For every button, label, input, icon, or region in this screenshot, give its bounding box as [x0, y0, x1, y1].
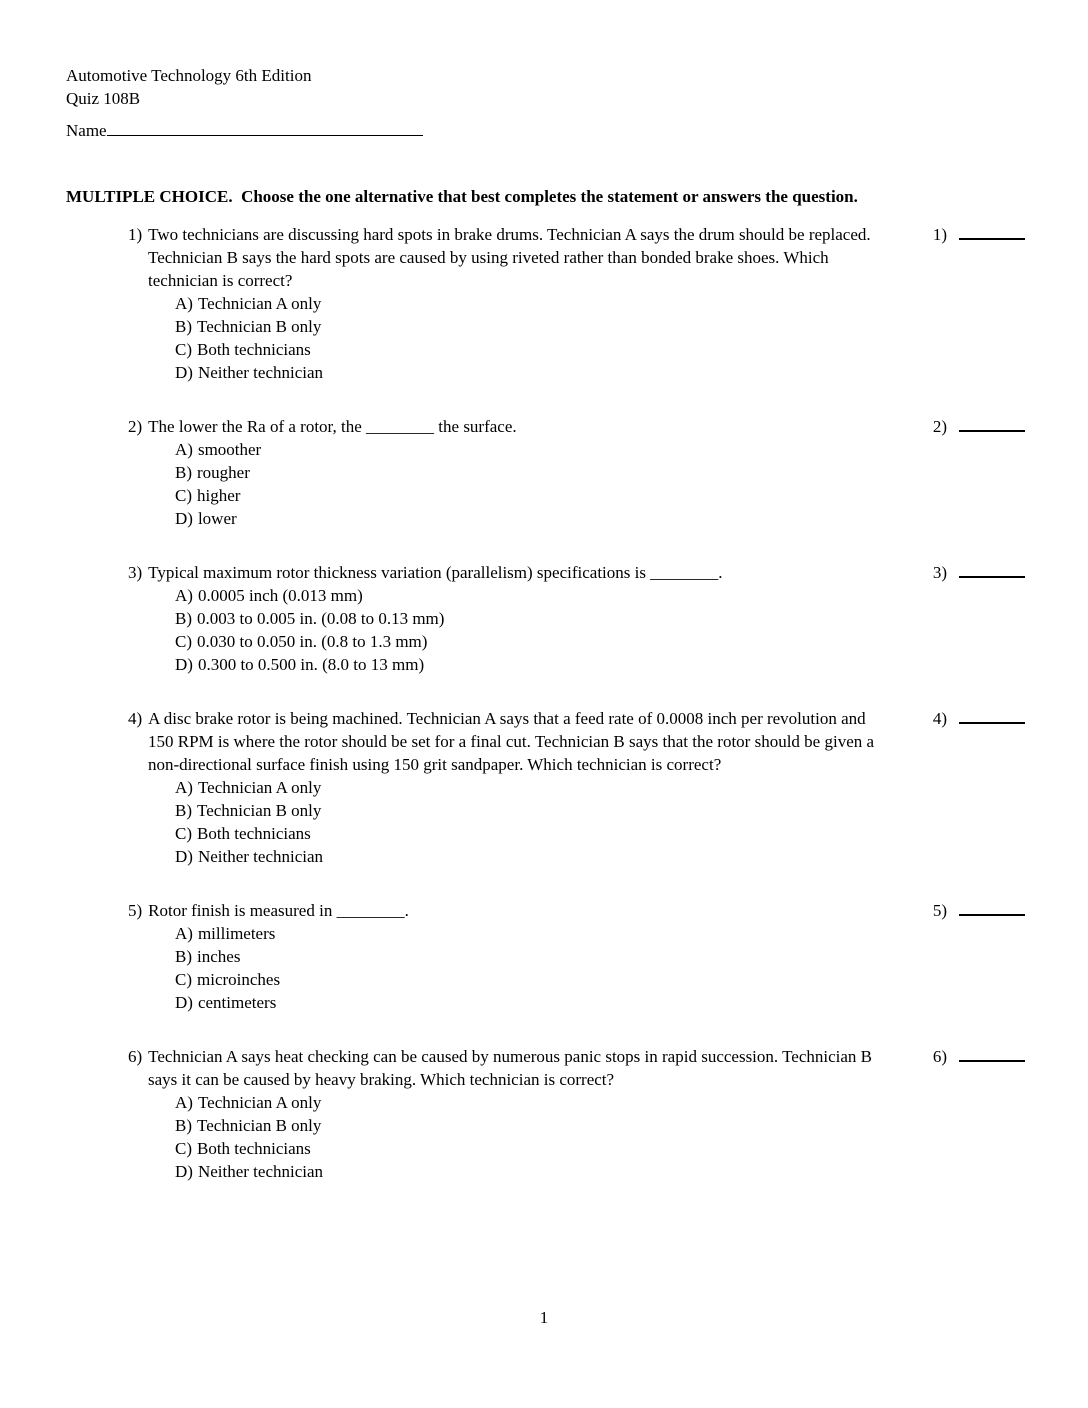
question-block — [128, 707, 1025, 868]
answer-slot — [933, 223, 1025, 246]
option-text: 0.300 to 0.500 in. (8.0 to 13 mm) — [197, 655, 425, 674]
option-text: microinches — [197, 970, 281, 989]
option-line — [175, 653, 883, 676]
option-line — [175, 361, 883, 384]
question-number: 3) — [128, 563, 143, 582]
option-text: Both technicians — [197, 340, 311, 359]
question-text: Technician A says heat checking can be caused by numerous panic stops in rapid succession. Technician B says it can be caused by heavy braking. Which technician is correct? — [148, 1047, 873, 1089]
option-line — [175, 922, 883, 945]
option-label: A) — [175, 778, 193, 797]
option-label: D) — [175, 847, 193, 866]
option-label: C) — [175, 486, 192, 505]
question-text: Two technicians are discussing hard spots in brake drums. Technician A says the drum should be replaced. Technician B says the hard spots are caused by using riveted rather than bonded brake shoes. Which technician is correct? — [148, 225, 871, 290]
question-text: A disc brake rotor is being machined. Technician A says that a feed rate of 0.0008 inch per revolution and 150 RPM is where the rotor should be set for a final cut. Technician B says that the rotor should be given a non-directional surface finish using 150 grit sandpaper. Which technician is correct? — [148, 709, 875, 774]
option-line — [175, 461, 883, 484]
option-text: Technician B only — [197, 1116, 322, 1135]
option-line — [175, 438, 883, 461]
option-text: Both technicians — [197, 824, 311, 843]
option-label: B) — [175, 317, 192, 336]
option-label: B) — [175, 1116, 192, 1135]
answer-slot — [933, 899, 1025, 922]
answer-number: 4) — [932, 709, 947, 728]
option-label: A) — [175, 1093, 193, 1112]
question-body — [128, 1045, 883, 1183]
name-label: Name — [66, 121, 107, 140]
question-block — [128, 415, 1025, 530]
option-label: B) — [175, 463, 192, 482]
option-label: B) — [175, 609, 192, 628]
answer-number: 2) — [932, 417, 947, 436]
option-label: C) — [175, 824, 192, 843]
option-text: Neither technician — [197, 363, 324, 382]
option-line — [175, 584, 883, 607]
options-list — [128, 292, 883, 384]
answer-blank-line — [959, 225, 1025, 240]
option-text: centimeters — [197, 993, 277, 1012]
option-label: D) — [175, 993, 193, 1012]
question-text: Rotor finish is measured in ________. — [148, 901, 409, 920]
option-text: rougher — [197, 463, 250, 482]
option-label: D) — [175, 655, 193, 674]
option-text: 0.003 to 0.005 in. (0.08 to 0.13 mm) — [197, 609, 445, 628]
question-paragraph — [128, 1045, 883, 1091]
answer-blank-line — [959, 563, 1025, 578]
document-header — [66, 64, 311, 110]
options-list — [128, 584, 883, 676]
question-block — [128, 899, 1025, 1014]
question-number: 6) — [128, 1047, 143, 1066]
question-paragraph — [128, 561, 883, 584]
option-text: Technician B only — [197, 317, 322, 336]
option-line — [175, 630, 883, 653]
option-line — [175, 776, 883, 799]
answer-slot — [933, 1045, 1025, 1068]
option-label: C) — [175, 970, 192, 989]
question-text: Typical maximum rotor thickness variation (parallelism) specifications is ________. — [148, 563, 723, 582]
option-label: A) — [175, 586, 193, 605]
option-line — [175, 315, 883, 338]
quiz-subtitle: Quiz 108B — [66, 89, 141, 108]
option-line — [175, 945, 883, 968]
option-text: 0.0005 inch (0.013 mm) — [197, 586, 363, 605]
name-blank-line — [107, 120, 423, 136]
option-label: C) — [175, 632, 192, 651]
option-label: A) — [175, 440, 193, 459]
question-block — [128, 223, 1025, 384]
question-body — [128, 415, 883, 530]
question-number: 5) — [128, 901, 143, 920]
question-block — [128, 1045, 1025, 1183]
option-line — [175, 607, 883, 630]
option-label: C) — [175, 340, 192, 359]
option-text: millimeters — [197, 924, 276, 943]
option-text: Technician A only — [197, 294, 322, 313]
answer-number: 3) — [932, 563, 947, 582]
option-text: lower — [197, 509, 237, 528]
answer-blank-line — [959, 709, 1025, 724]
name-row — [66, 119, 423, 142]
option-text: higher — [197, 486, 241, 505]
question-paragraph — [128, 707, 883, 776]
question-text: The lower the Ra of a rotor, the ________ the surface. — [148, 417, 517, 436]
option-line — [175, 484, 883, 507]
answer-slot — [933, 415, 1025, 438]
option-label: B) — [175, 801, 192, 820]
option-line — [175, 822, 883, 845]
document-title: Automotive Technology 6th Edition — [66, 66, 312, 85]
option-label: A) — [175, 294, 193, 313]
answer-number: 6) — [932, 1047, 947, 1066]
options-list — [128, 1091, 883, 1183]
questions-list — [128, 223, 1025, 1214]
option-label: D) — [175, 1162, 193, 1181]
option-line — [175, 1091, 883, 1114]
option-text: inches — [197, 947, 241, 966]
answer-slot — [933, 561, 1025, 584]
option-text: Neither technician — [197, 1162, 324, 1181]
option-label: D) — [175, 509, 193, 528]
option-text: Technician A only — [197, 778, 322, 797]
question-body — [128, 561, 883, 676]
question-body — [128, 223, 883, 384]
question-body — [128, 899, 883, 1014]
options-list — [128, 438, 883, 530]
option-text: Both technicians — [197, 1139, 311, 1158]
question-number: 4) — [128, 709, 143, 728]
option-line — [175, 292, 883, 315]
option-label: A) — [175, 924, 193, 943]
option-line — [175, 799, 883, 822]
option-line — [175, 338, 883, 361]
option-line — [175, 1114, 883, 1137]
option-text: Technician A only — [197, 1093, 322, 1112]
question-body — [128, 707, 883, 868]
option-line — [175, 845, 883, 868]
option-line — [175, 1137, 883, 1160]
answer-blank-line — [959, 417, 1025, 432]
question-paragraph — [128, 415, 883, 438]
option-text: Technician B only — [197, 801, 322, 820]
option-line — [175, 968, 883, 991]
answer-number: 1) — [932, 225, 947, 244]
page-number: 1 — [539, 1308, 549, 1327]
question-number: 1) — [128, 225, 143, 244]
question-block — [128, 561, 1025, 676]
answer-blank-line — [959, 901, 1025, 916]
question-paragraph — [128, 223, 883, 292]
option-line — [175, 991, 883, 1014]
option-line — [175, 507, 883, 530]
answer-number: 5) — [932, 901, 947, 920]
options-list — [128, 776, 883, 868]
question-number: 2) — [128, 417, 143, 436]
option-text: 0.030 to 0.050 in. (0.8 to 1.3 mm) — [197, 632, 428, 651]
instructions-text: MULTIPLE CHOICE. Choose the one alternative that best completes the statement or answers the question. — [66, 187, 858, 206]
option-label: B) — [175, 947, 192, 966]
options-list — [128, 922, 883, 1014]
option-text: Neither technician — [197, 847, 324, 866]
answer-slot — [933, 707, 1025, 730]
option-label: D) — [175, 363, 193, 382]
option-line — [175, 1160, 883, 1183]
option-label: C) — [175, 1139, 192, 1158]
option-text: smoother — [197, 440, 262, 459]
answer-blank-line — [959, 1047, 1025, 1062]
question-paragraph — [128, 899, 883, 922]
